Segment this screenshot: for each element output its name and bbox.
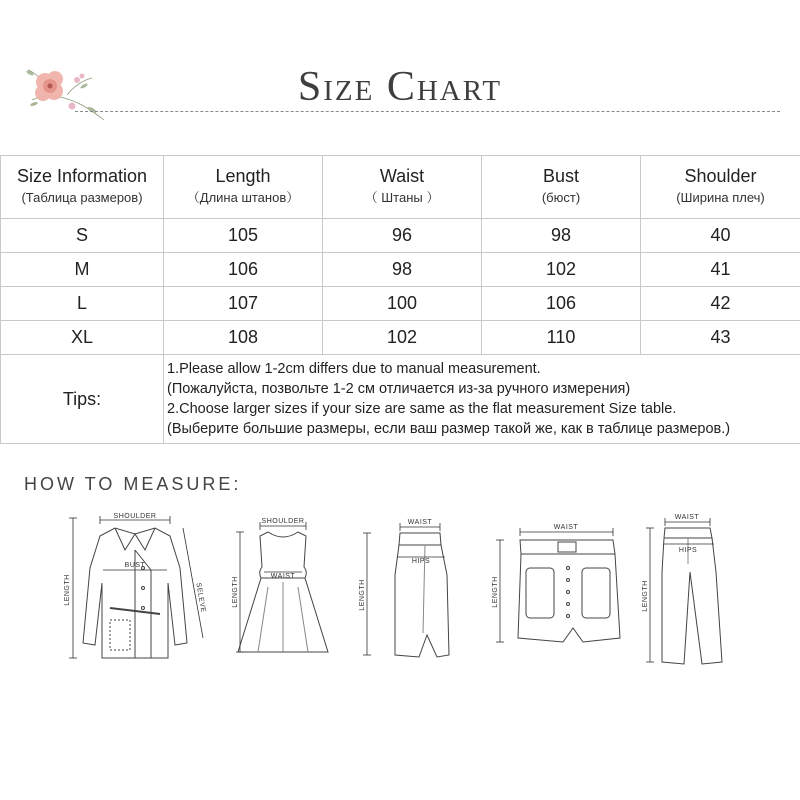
shorts-diagram bbox=[488, 518, 628, 658]
jacket-shoulder-label: SHOULDER bbox=[113, 513, 157, 520]
tip-line: (Пожалуйста, позвольте 1-2 см отличается из-за ручного измерения) bbox=[167, 381, 631, 397]
bust-cell: 106 bbox=[482, 287, 641, 321]
tip-line: 1.Please allow 1-2cm differs due to manual measurement. bbox=[167, 361, 541, 377]
size-cell: S bbox=[1, 219, 164, 253]
shorts-length-label: LENGTH bbox=[492, 576, 499, 608]
shorts-waist-label: WAIST bbox=[553, 524, 579, 531]
column-header-label: Length bbox=[215, 166, 271, 186]
column-header-sublabel: (бюст) bbox=[541, 190, 581, 205]
column-header-sublabel: （Длина штанов） bbox=[186, 190, 300, 205]
table-row bbox=[1, 219, 800, 253]
column-header-sublabel: （ Штаны ） bbox=[364, 190, 440, 205]
column-header-label: Bust bbox=[542, 166, 580, 186]
skirt-waist-label: WAIST bbox=[407, 519, 433, 526]
column-header bbox=[641, 156, 800, 219]
pants-hips-label: HIPS bbox=[678, 547, 698, 554]
waist-cell: 98 bbox=[323, 253, 482, 287]
jacket-icon bbox=[55, 508, 215, 668]
table-header-row bbox=[1, 156, 800, 219]
dress-waist-label: WAIST bbox=[270, 573, 296, 580]
length-cell: 106 bbox=[164, 253, 323, 287]
flower-decoration-icon bbox=[22, 60, 107, 125]
column-header-sublabel: (Ширина плеч) bbox=[676, 190, 765, 205]
size-cell: M bbox=[1, 253, 164, 287]
shoulder-cell: 42 bbox=[641, 287, 800, 321]
waist-cell: 96 bbox=[323, 219, 482, 253]
column-header bbox=[482, 156, 641, 219]
tips-label: Tips: bbox=[1, 355, 164, 444]
table-row bbox=[1, 253, 800, 287]
shorts-icon bbox=[488, 518, 628, 658]
pants-icon bbox=[640, 512, 740, 672]
header bbox=[0, 0, 800, 130]
column-header bbox=[1, 156, 164, 219]
length-cell: 107 bbox=[164, 287, 323, 321]
tip-line: (Выберите большие размеры, если ваш размер такой же, как в таблице размеров.) bbox=[167, 421, 731, 437]
dress-shoulder-label: SHOULDER bbox=[261, 518, 305, 525]
dress-diagram bbox=[228, 512, 338, 662]
column-header-sublabel: (Таблица размеров) bbox=[21, 190, 143, 205]
column-header-label: Shoulder bbox=[684, 166, 757, 186]
title-divider bbox=[75, 111, 780, 112]
column-header-label: Waist bbox=[379, 166, 425, 186]
jacket-sleeve-label: SELEVE bbox=[194, 582, 207, 614]
waist-cell: 102 bbox=[323, 321, 482, 355]
skirt-hips-label: HIPS bbox=[411, 558, 431, 565]
skirt-length-label: LENGTH bbox=[359, 579, 366, 611]
dress-length-label: LENGTH bbox=[232, 576, 239, 608]
page-title: Size Chart bbox=[297, 64, 503, 110]
column-header-label: Size Information bbox=[16, 166, 148, 186]
skirt-diagram bbox=[355, 515, 455, 665]
table-row bbox=[1, 321, 800, 355]
table-row bbox=[1, 287, 800, 321]
how-to-measure-heading: HOW TO MEASURE: bbox=[24, 474, 242, 494]
jacket-diagram bbox=[55, 508, 215, 668]
waist-cell: 100 bbox=[323, 287, 482, 321]
tips-row bbox=[1, 355, 800, 444]
pants-length-label: LENGTH bbox=[642, 580, 649, 612]
bust-cell: 102 bbox=[482, 253, 641, 287]
bust-cell: 110 bbox=[482, 321, 641, 355]
bust-cell: 98 bbox=[482, 219, 641, 253]
length-cell: 108 bbox=[164, 321, 323, 355]
size-cell: XL bbox=[1, 321, 164, 355]
shoulder-cell: 41 bbox=[641, 253, 800, 287]
size-table bbox=[0, 155, 800, 444]
skirt-icon bbox=[355, 515, 455, 665]
jacket-bust-label: BUST bbox=[124, 562, 146, 569]
tips-text bbox=[164, 355, 800, 444]
pants-diagram bbox=[640, 512, 740, 672]
shoulder-cell: 40 bbox=[641, 219, 800, 253]
column-header bbox=[323, 156, 482, 219]
length-cell: 105 bbox=[164, 219, 323, 253]
tip-line: 2.Choose larger sizes if your size are same as the flat measurement Size table. bbox=[167, 401, 677, 417]
jacket-length-label: LENGTH bbox=[64, 574, 71, 606]
dress-icon bbox=[228, 512, 338, 662]
column-header bbox=[164, 156, 323, 219]
shoulder-cell: 43 bbox=[641, 321, 800, 355]
size-cell: L bbox=[1, 287, 164, 321]
pants-waist-label: WAIST bbox=[674, 514, 700, 521]
